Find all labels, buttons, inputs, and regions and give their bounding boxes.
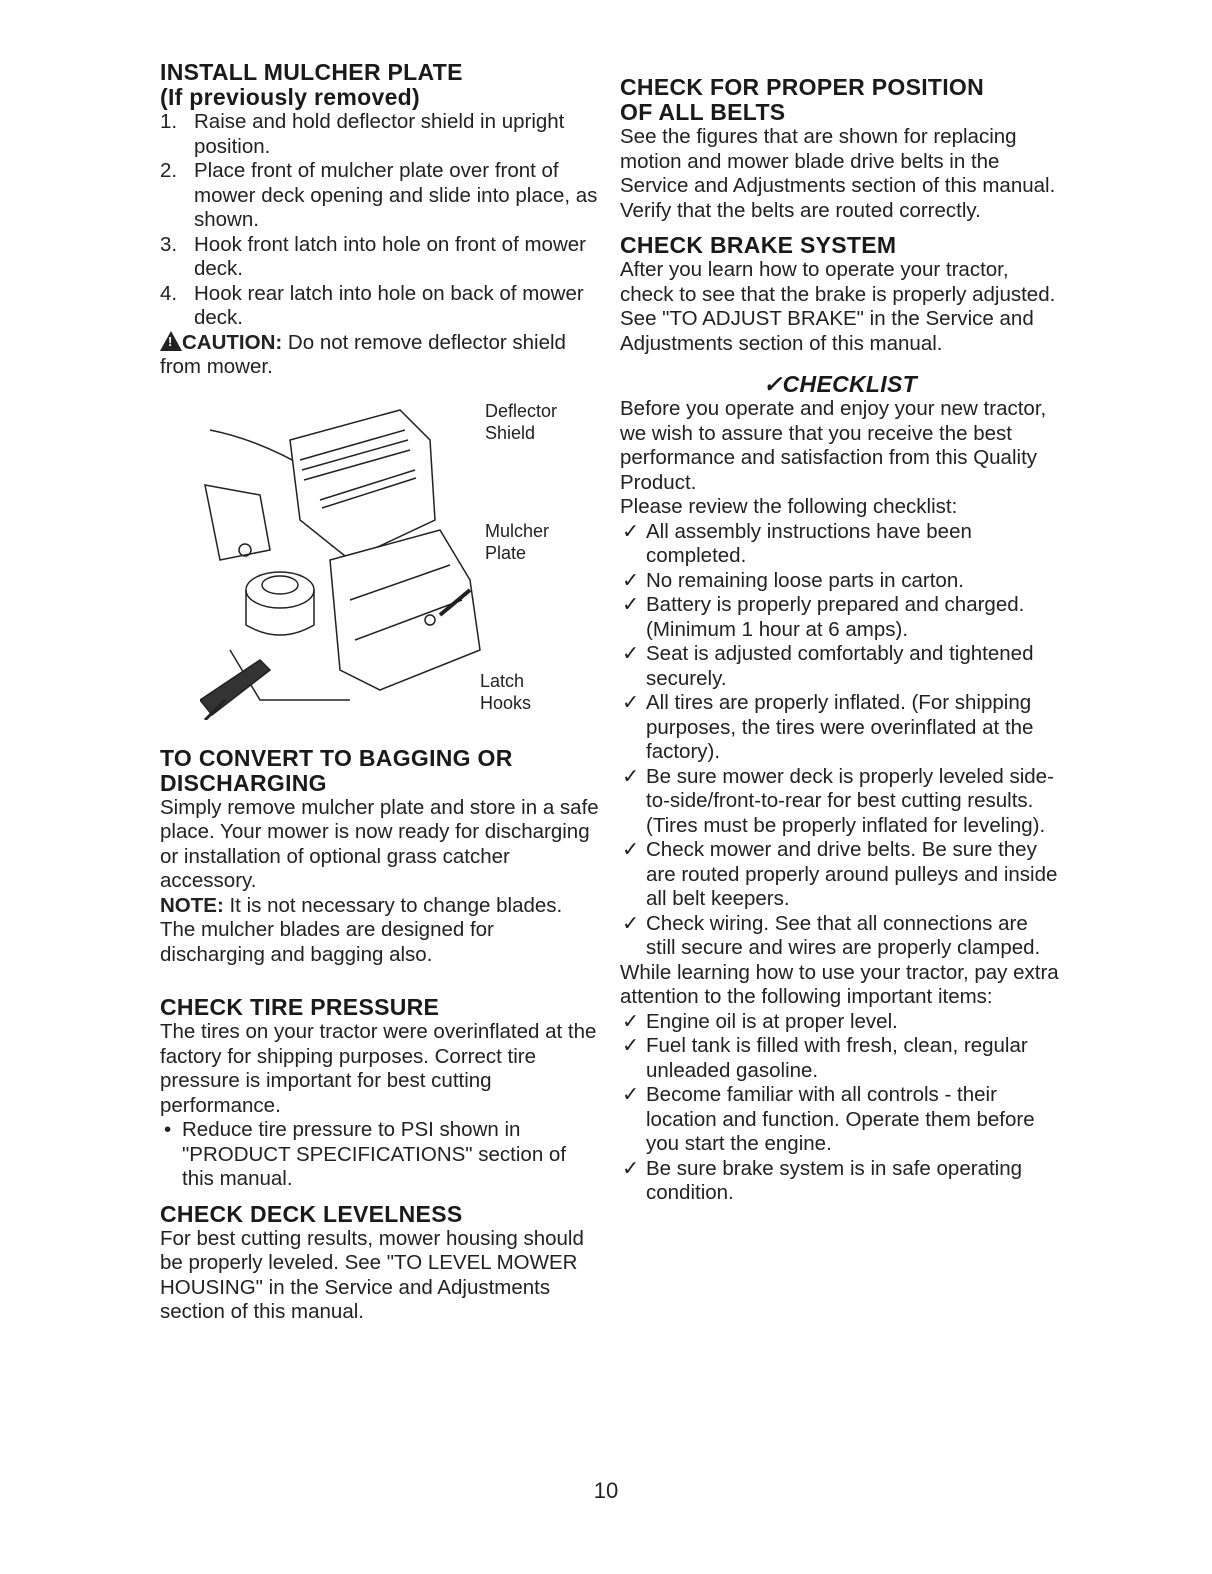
list-item: ✓ Engine oil is at proper level. [622,1009,898,1033]
convert-title-2: DISCHARGING [160,769,327,796]
belts-body: See the figures that are shown for replacing motion and mower blade drive belts in the Service and Adjustments section of this manual. Verify that the belts are routed correctly. [620,125,1056,222]
belts-title-1: CHECK FOR PROPER POSITION [620,74,985,100]
convert-body: Simply remove mulcher plate and store in a safe place. Your mower is now ready for discharging or installation of optional grass catcher accessory. [160,795,599,892]
warning-icon [160,331,182,351]
tire-section [160,995,600,1192]
mulcher-title: INSTALL MULCHER PLATE [160,59,463,85]
caution-note: !CAUTION: Do not remove deflector shield from mower. [160,331,600,380]
tire-body: The tires on your tractor were overinflated at the factory for shipping purposes. Correct tire pressure is important for best cutting performance. [160,1020,597,1117]
mulcher-steps [160,110,600,331]
deck-title: CHECK DECK LEVELNESS [160,1200,463,1227]
list-item: • Reduce tire pressure to PSI shown in "PRODUCT SPECIFICATIONS" section of this manual. [164,1118,567,1190]
brake-title: CHECK BRAKE SYSTEM [620,232,897,258]
list-item: ✓ No remaining loose parts in carton. [622,568,964,592]
checklist-while: While learning how to use your tractor, pay extra attention to the following important items: [620,960,1059,1008]
convert-section [160,746,600,968]
list-item: ✓ All tires are properly inflated. (For shipping purposes, the tires were overinflated at the factory). [622,691,1034,763]
latch-hooks-callout: Latch Hooks [480,670,532,713]
right-column [620,75,1060,1206]
tire-title: CHECK TIRE PRESSURE [160,994,440,1020]
brake-body: After you learn how to operate your tractor, check to see that the brake is properly adjusted. See "TO ADJUST BRAKE" in the Service and Adjustments section of this manual. [620,258,1056,355]
mulcher-plate-callout: Mulcher Plate [485,520,550,563]
checklist-title: ✓CHECKLIST [763,371,917,397]
mower-deck-illustration [200,400,490,720]
list-item: ✓ Check wiring. See that all connections are still secure and wires are properly clamped. [622,911,1041,959]
mulcher-subtitle: (If previously removed) [160,84,420,110]
page-number: 10 [593,1478,619,1503]
deflector-shield-callout: Deflector Shield [485,400,558,443]
mulcher-figure [160,400,580,720]
brake-section [620,233,1060,356]
checklist-section [620,372,1060,1206]
list-item: ✓ Be sure mower deck is properly leveled side-to-side/front-to-rear for best cutting results. (Tires must be properly inflated for leveling). [622,764,1054,837]
list-item: ✓ Be sure brake system is in safe operating condition. [622,1156,1023,1204]
list-item: ✓ Check mower and drive belts. Be sure they are routed properly around pulleys and inside all belt keepers. [622,838,1058,910]
convert-title-1: TO CONVERT TO BAGGING OR [160,744,513,771]
checklist-intro: Before you operate and enjoy your new tractor, we wish to assure that you receive the best performance and satisfaction from this Quality Product. [620,397,1047,494]
list-item: ✓ Become familiar with all controls - their location and function. Operate them before you start the engine. [622,1083,1035,1155]
belts-title-2: OF ALL BELTS [620,99,786,125]
list-item: 4. Hook rear latch into hole on back of mower deck. [160,281,584,329]
deck-section [160,1202,600,1325]
list-item: ✓ All assembly instructions have been completed. [622,519,972,567]
left-column [160,60,600,1325]
convert-note: NOTE: It is not necessary to change blades. The mulcher blades are designed for discharging and bagging also. [160,893,563,966]
list-item: 2. Place front of mulcher plate over front of mower deck opening and slide into place, as shown. [160,159,598,231]
tire-bullets [160,1118,600,1192]
checklist-items-2 [620,1010,1060,1206]
list-item: 3. Hook front latch into hole on front of mower deck. [160,232,586,280]
deck-body: For best cutting results, mower housing should be properly leveled. See "TO LEVEL MOWER HOUSING" in the Service and Adjustments section of this manual. [160,1226,584,1323]
list-item: ✓ Battery is properly prepared and charged. (Minimum 1 hour at 6 amps). [622,593,1025,641]
list-item: ✓ Seat is adjusted comfortably and tightened securely. [622,642,1034,690]
list-item: ✓ Fuel tank is filled with fresh, clean, regular unleaded gasoline. [622,1034,1028,1082]
checklist-items [620,520,1060,961]
checklist-review: Please review the following checklist: [620,495,958,518]
list-item: 1. Raise and hold deflector shield in upright position. [160,110,565,158]
